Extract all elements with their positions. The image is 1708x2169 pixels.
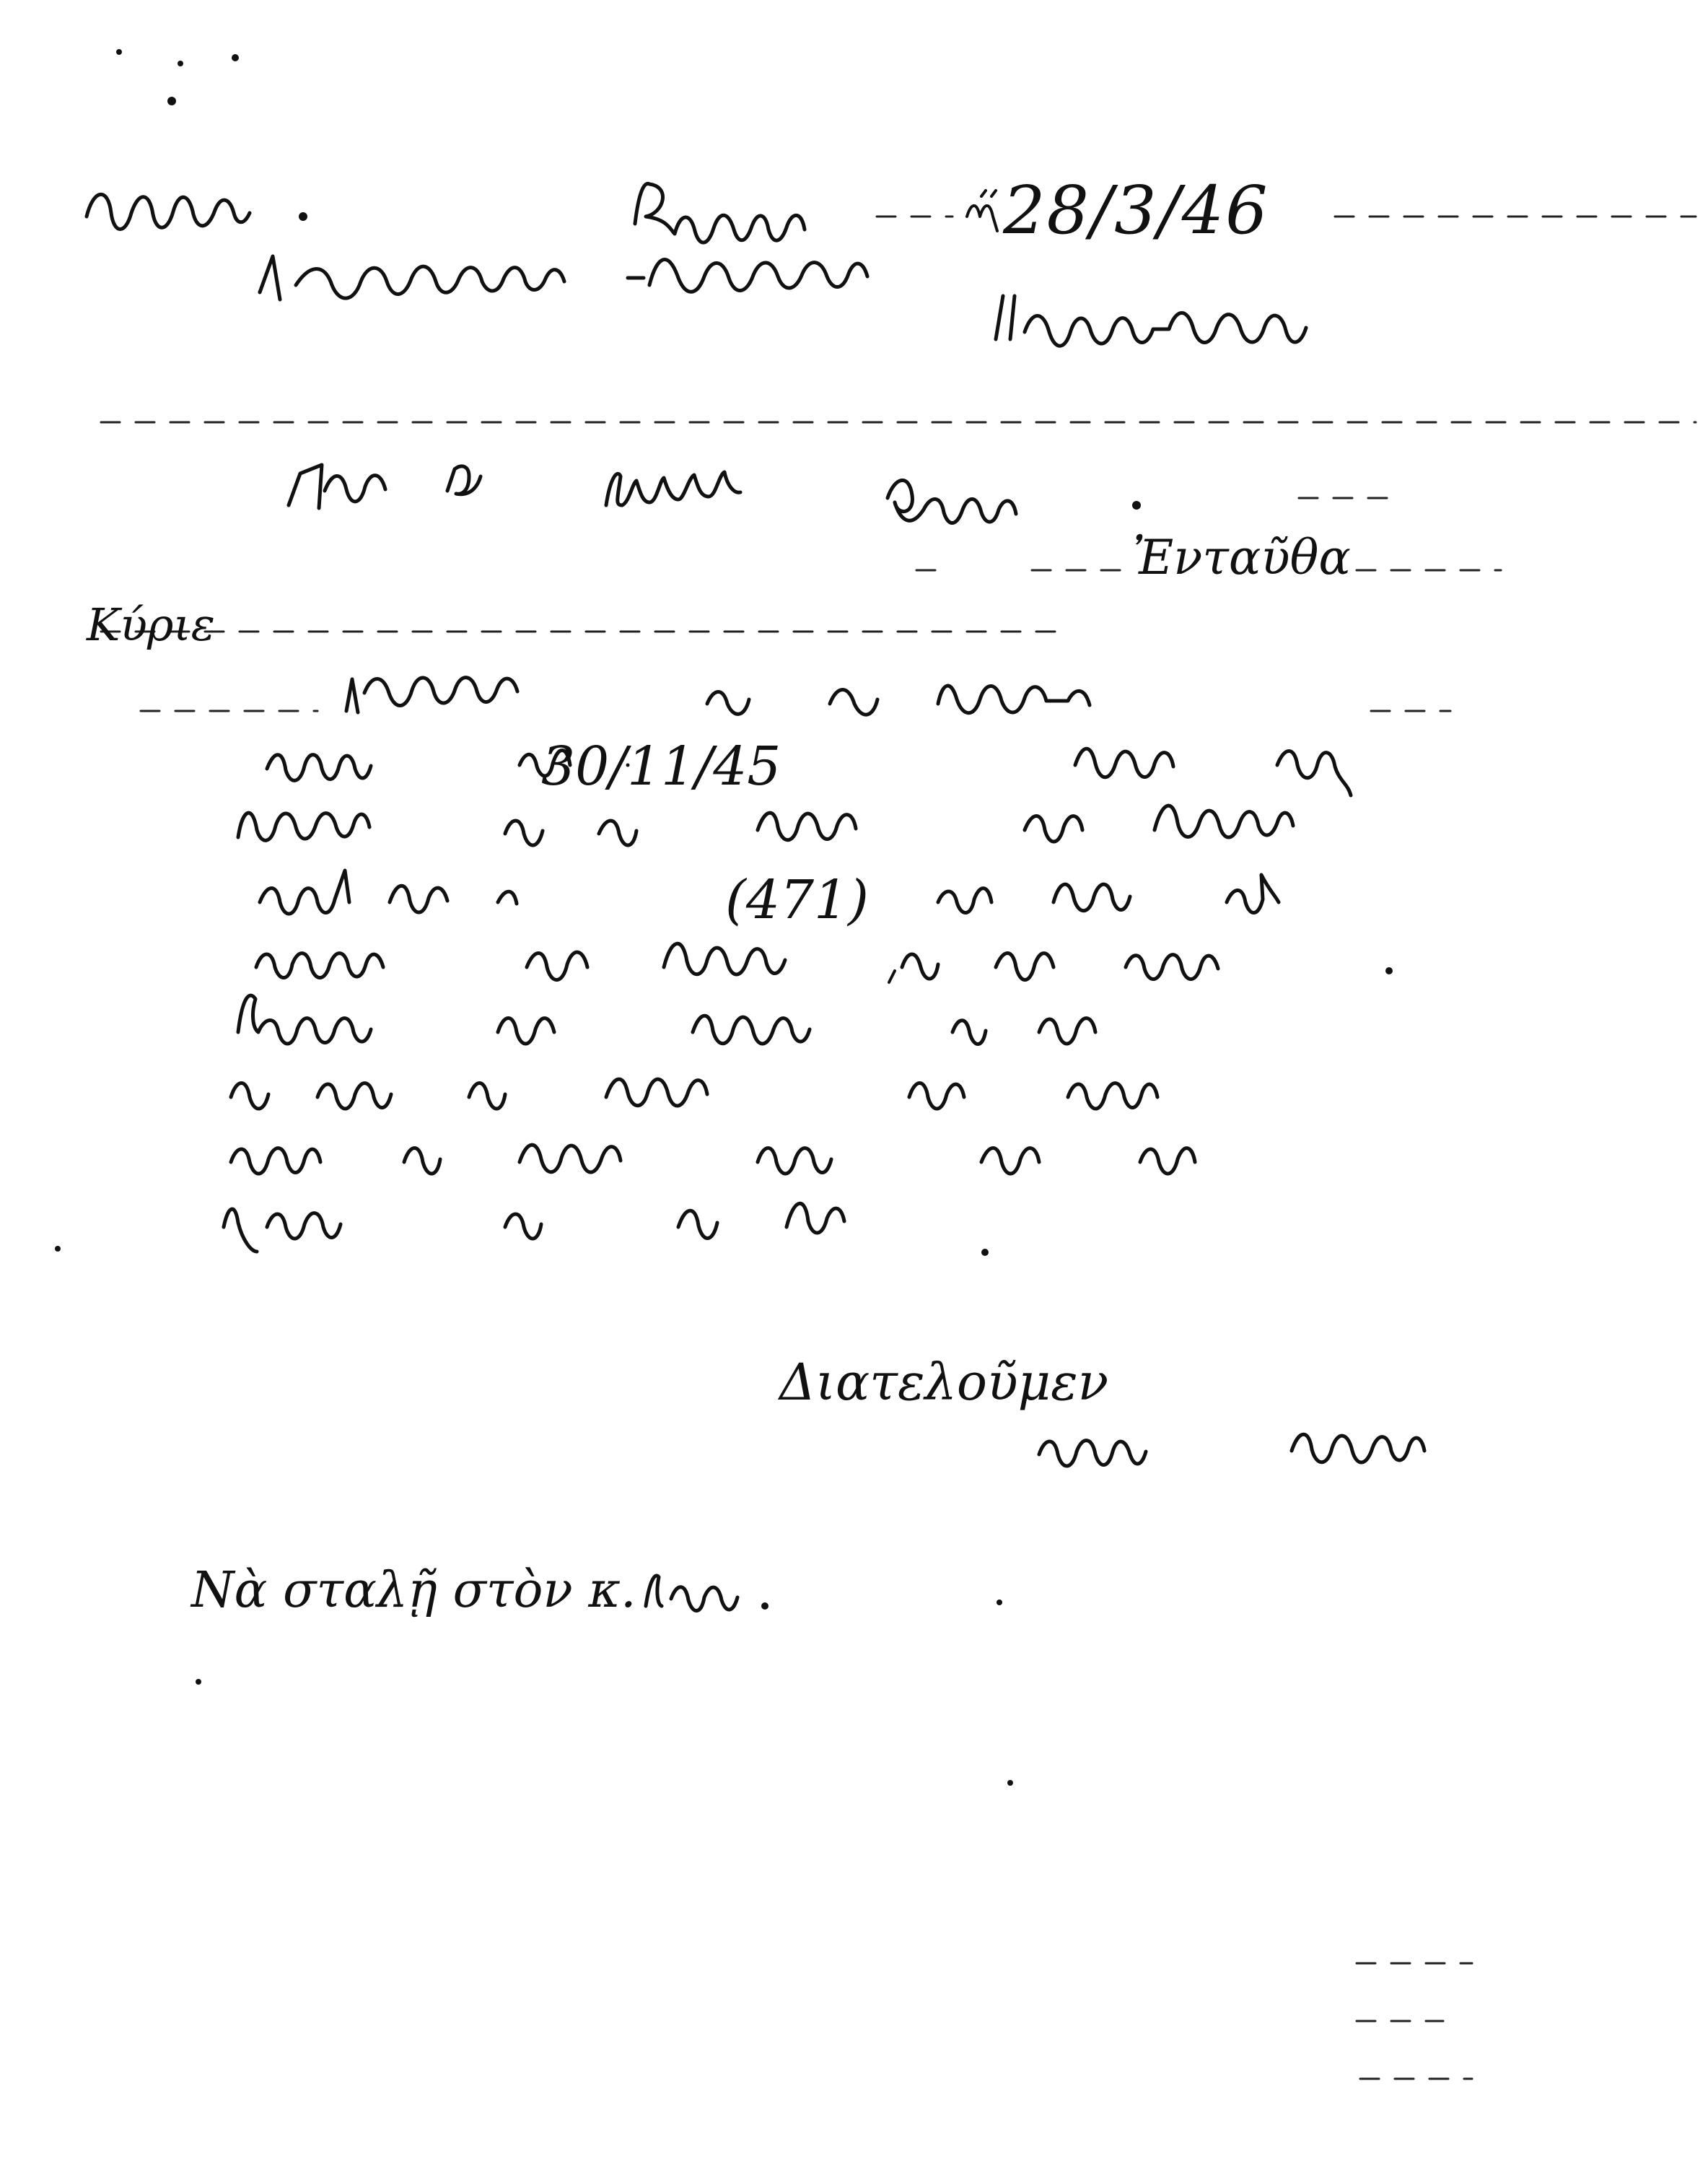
period-mark — [981, 1249, 989, 1256]
illegible-closing-scribble — [1039, 1434, 1424, 1466]
illegible-footnote-scribble — [646, 1576, 737, 1611]
illegible-body-line — [231, 1145, 1195, 1174]
letter-date: 28/3/46 — [1003, 172, 1269, 249]
illegible-body-line — [231, 1079, 1157, 1109]
closing-word: Διατελοῦμεν — [779, 1353, 1109, 1412]
illegible-body-line — [238, 995, 1095, 1044]
scan-speck — [55, 1246, 61, 1252]
illegible-heading-scribble — [87, 194, 250, 229]
scan-speck — [1007, 1780, 1013, 1786]
reference-number: (471) — [725, 869, 869, 931]
period-mark — [299, 212, 307, 221]
destination-word: Ἐνταῦθα — [1133, 530, 1351, 585]
illegible-body-line — [238, 806, 1293, 845]
scan-speck — [167, 97, 176, 105]
period-mark — [761, 1602, 768, 1610]
illegible-line-scribble — [996, 296, 1306, 346]
period-mark — [1385, 967, 1393, 974]
scan-speck — [196, 1679, 201, 1685]
illegible-body-line — [256, 943, 1218, 979]
illegible-abbrev-scribble — [967, 191, 997, 231]
illegible-line-scribble — [260, 256, 867, 300]
scan-speck — [232, 54, 239, 61]
illegible-body-line — [346, 678, 1090, 715]
illegible-body-line — [267, 749, 1351, 795]
reference-date: 30/11/45 — [541, 736, 781, 798]
comma-mark — [889, 971, 895, 982]
illegible-address-scribble — [289, 465, 1016, 523]
scan-speck — [116, 49, 122, 55]
scan-speck — [178, 61, 183, 66]
illegible-place-scribble — [635, 183, 805, 243]
illegible-body-line — [224, 1203, 844, 1252]
period-mark — [1132, 501, 1141, 510]
footnote-text: Νὰ σταλῇ στὸν κ. — [191, 1562, 636, 1619]
greeting-word: Κύριε — [87, 598, 216, 651]
scan-speck — [997, 1600, 1002, 1605]
